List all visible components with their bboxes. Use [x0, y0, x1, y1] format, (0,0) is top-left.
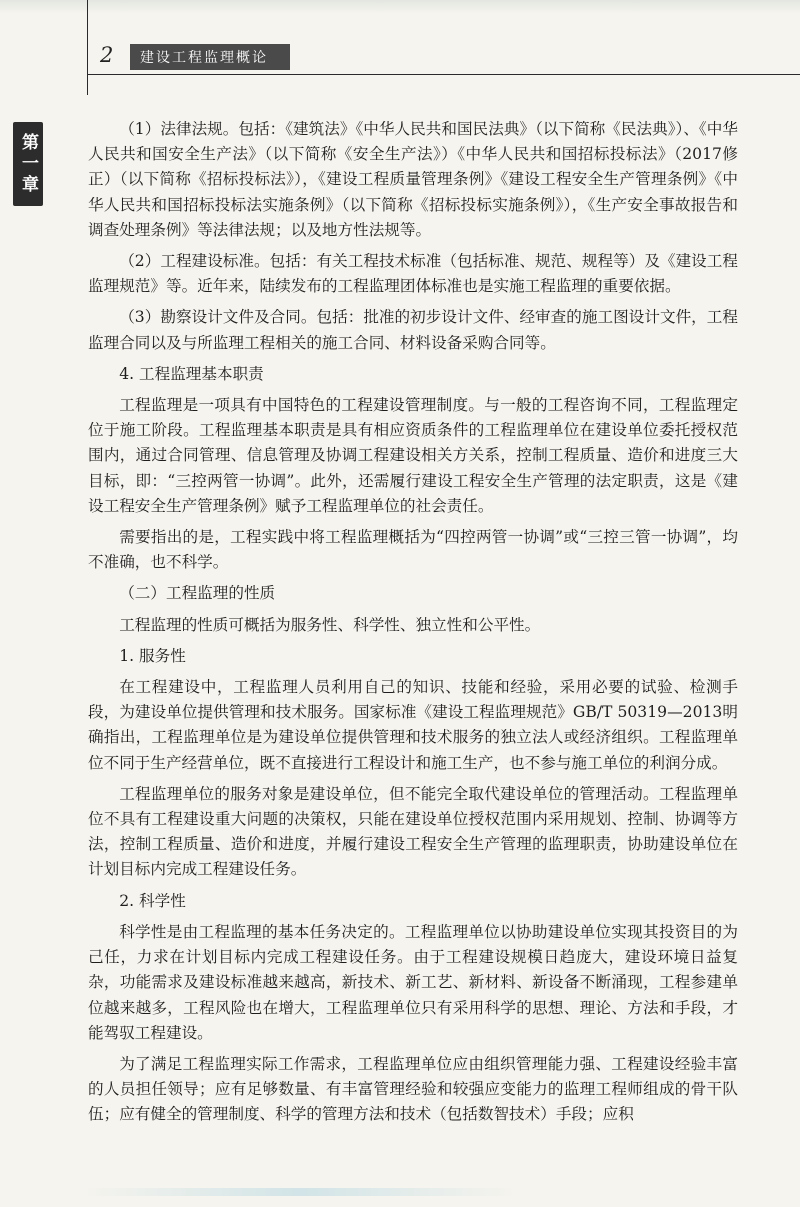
header-horizontal-rule	[87, 74, 800, 75]
heading-basic-duties: 4. 工程监理基本职责	[119, 364, 264, 383]
paragraph-note: 需要指出的是，工程实践中将工程监理概括为“四控两管一协调”或“三控三管一协调”，均不准确，也不科学。	[88, 528, 738, 572]
paragraph-service-1: 在工程建设中，工程监理人员利用自己的知识、技能和经验，采用必要的试验、检测手段，为建设单位提供管理和技术服务。国家标准《建设工程监理规范》GB/T 50319—2013明确指出，工程监理单位是为建设单位提供管理和技术服务的独立法人或经济组织。工程监理单位不同于生产经营单位，既不直接进行工程设计和施工生产，也不参与施工单位的利润分成。	[88, 678, 738, 772]
book-title: 建设工程监理概论	[140, 50, 268, 66]
paragraph-design-documents: （3）勘察设计文件及合同。包括：批准的初步设计文件、经审查的施工图设计文件，工程监理合同以及与所监理工程相关的施工合同、材料设备采购合同等。	[88, 308, 738, 352]
paragraph-service-2: 工程监理单位的服务对象是建设单位，但不能完全取代建设单位的管理活动。工程监理单位不具有工程建设重大问题的决策权，只能在建设单位授权范围内采用规划、控制、协调等方法，控制工程质量、造价和进度，并履行建设工程安全生产管理的监理职责，协助建设单位在计划目标内完成工程建设任务。	[88, 784, 738, 879]
page-number: 2	[100, 43, 114, 67]
running-header	[130, 44, 290, 70]
heading-scientific: 2. 科学性	[119, 891, 186, 910]
paragraph-basic-duties: 工程监理是一项具有中国特色的工程建设管理制度。与一般的工程咨询不同，工程监理定位于施工阶段。工程监理基本职责是具有相应资质条件的工程监理单位在建设单位委托授权范围内，通过合同管理、信息管理及协调工程建设相关方关系，控制工程质量、造价和进度三大目标，即：“三控两管一协调”。此外，还需履行建设工程安全生产管理的法定职责，这是《建设工程安全生产管理条例》赋予工程监理单位的社会责任。	[88, 396, 738, 515]
paragraph-scientific-1: 科学性是由工程监理的基本任务决定的。工程监理单位以协助建设单位实现其投资目的为己任，力求在计划目标内完成工程建设任务。由于工程建设规模日趋庞大，建设环境日益复杂，功能需求及建设标准越来越高，新技术、新工艺、新材料、新设备不断涌现，工程参建单位越来越多，工程风险也在增大，工程监理单位只有采用科学的思想、理论、方法和手段，才能驾驭工程建设。	[88, 922, 738, 1042]
paragraph-scientific-2: 为了满足工程监理实际工作需求，工程监理单位应由组织管理能力强、工程建设经验丰富的人员担任领导；应有足够数量、有丰富管理经验和较强应变能力的监理工程师组成的骨干队伍；应有健全的管理制度、科学的管理方法和技术（包括数智技术）手段；应积	[88, 1054, 738, 1124]
chapter-tab	[13, 122, 43, 206]
paragraph-legal-regulations: （1）法律法规。包括：《建筑法》《中华人民共和国民法典》（以下简称《民法典》）、《中华人民共和国安全生产法》（以下简称《安全生产法》）《中华人民共和国招标投标法》（2017修正）（以下简称《招标投标法》），《建设工程质量管理条例》《建设工程安全生产管理条例》《中华人民共和国招标投标法实施条例》（以下简称《招标投标实施条例》），《生产安全事故报告和调查处理条例》等法律法规；以及地方性法规等。	[88, 120, 738, 239]
heading-nature: （二）工程监理的性质	[119, 584, 276, 603]
paragraph-standards: （2）工程建设标准。包括：有关工程技术标准（包括标准、规范、规程等）及《建设工程监理规范》等。近年来，陆续发布的工程监理团体标准也是实施工程监理的重要依据。	[88, 252, 738, 296]
paragraph-nature-summary: 工程监理的性质可概括为服务性、科学性、独立性和公平性。	[119, 615, 541, 634]
bottom-edge-shade	[80, 1188, 520, 1196]
body-text	[88, 117, 738, 1134]
top-edge-shade	[0, 0, 800, 14]
chapter-tab-label: 第一章	[18, 132, 38, 196]
header-vertical-rule	[87, 0, 88, 95]
heading-service: 1. 服务性	[119, 646, 186, 665]
